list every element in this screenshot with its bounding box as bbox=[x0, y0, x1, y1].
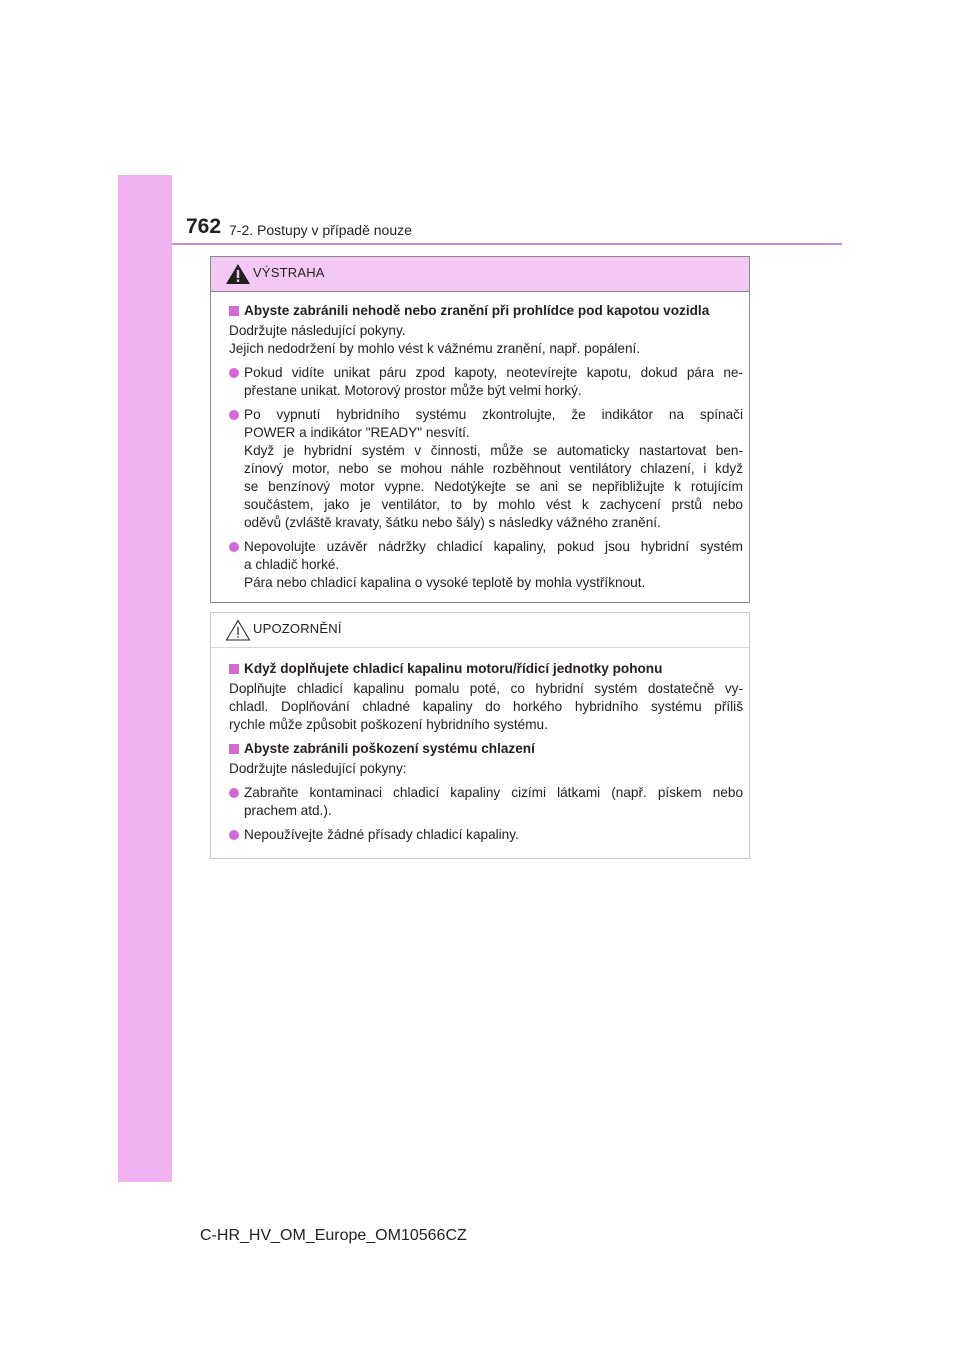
warning-body bbox=[211, 292, 749, 602]
warning-label: VÝSTRAHA bbox=[253, 265, 325, 280]
warning-triangle-icon bbox=[225, 263, 251, 285]
warning-intro: Dodržujte následující pokyny. Jejich nedodržení by mohlo vést k vážnému zranění, např. popálení. bbox=[229, 323, 641, 356]
warning-heading: Abyste zabránili nehodě nebo zranění při prohlídce pod kapotou vozidla bbox=[229, 302, 743, 320]
caution-header bbox=[211, 613, 749, 648]
round-bullet-icon bbox=[229, 410, 239, 420]
caution-intro-2: Dodržujte následující pokyny: bbox=[229, 761, 407, 776]
warning-bullet-1: Pokud vidíte unikat páru zpod kapoty, neotevírejte kapotu, dokud pára ne- přestane unikat. Motorový prostor může být velmi horký. bbox=[229, 364, 743, 400]
section-title: 7-2. Postupy v případě nouze bbox=[229, 222, 412, 238]
caution-heading-1: Když doplňujete chladicí kapalinu motoru/řídicí jednotky pohonu bbox=[229, 660, 743, 678]
round-bullet-icon bbox=[229, 542, 239, 552]
caution-label: UPOZORNĚNÍ bbox=[253, 621, 342, 636]
document-code-footer: C-HR_HV_OM_Europe_OM10566CZ bbox=[200, 1227, 467, 1244]
caution-bullet-1: Zabraňte kontaminaci chladicí kapaliny cizími látkami (např. pískem nebo prachem atd.). bbox=[229, 784, 743, 820]
section-tab-bar bbox=[118, 175, 172, 1182]
caution-bullet-2: Nepoužívejte žádné přísady chladicí kapaliny. bbox=[229, 826, 743, 844]
warning-bullet-3: Nepovolujte uzávěr nádržky chladicí kapaliny, pokud jsou hybridní systém a chladič horké. Pára nebo chladicí kapalina o vysoké teplotě by mohla vystříknout. bbox=[229, 538, 743, 592]
square-bullet-icon bbox=[229, 664, 239, 674]
round-bullet-icon bbox=[229, 368, 239, 378]
header-divider bbox=[172, 243, 842, 245]
warning-bullet-2: Po vypnutí hybridního systému zkontrolujte, že indikátor na spínači POWER a indikátor "READY" nesvítí. Když je hybridní systém v činnosti, může se automaticky nastartovat ben- zínový motor, nebo se mohou náhle rozběhnout ventilátory chlazení, i když se benzínový motor vypne. Nedotýkejte se ani se nepřibližujte k rotujícím součástem, jako je ventilátor, to by mohlo vést k zachycení prstů nebo oděvů (zvláště kravaty, šátku nebo šály) s následky vážného zranění. bbox=[229, 406, 743, 532]
warning-header bbox=[211, 257, 749, 292]
caution-triangle-icon bbox=[225, 619, 251, 641]
square-bullet-icon bbox=[229, 744, 239, 754]
warning-box bbox=[210, 256, 750, 603]
caution-box bbox=[210, 612, 750, 859]
caution-body bbox=[211, 648, 749, 858]
caution-intro-1: Doplňujte chladicí kapalinu pomalu poté, co hybridní systém dostatečně vy- chladl. Doplňování chladné kapaliny do horkého hybridního systému příliš rychle může způsobit poškození hybridního systému. bbox=[229, 681, 743, 732]
page-number: 762 bbox=[186, 215, 222, 238]
round-bullet-icon bbox=[229, 830, 239, 840]
caution-heading-2: Abyste zabránili poškození systému chlazení bbox=[229, 740, 743, 758]
round-bullet-icon bbox=[229, 788, 239, 798]
square-bullet-icon bbox=[229, 306, 239, 316]
